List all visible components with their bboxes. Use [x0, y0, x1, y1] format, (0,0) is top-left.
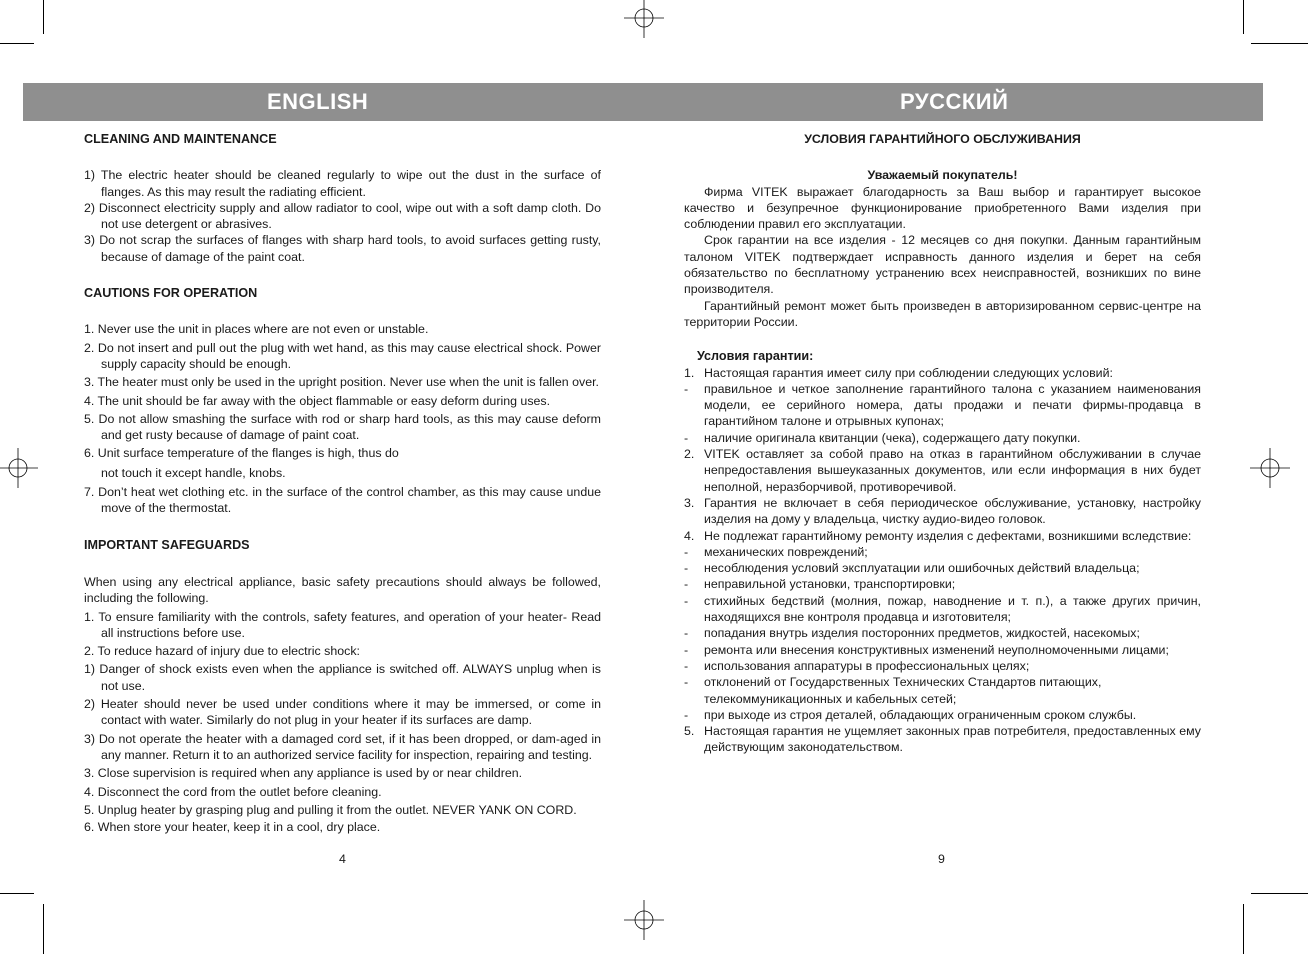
- safeguards-intro: When using any electrical appliance, basic safety precautions should always be followed, including the following.: [84, 574, 601, 606]
- list-marker: -: [684, 544, 689, 559]
- list-item: 3. The heater must only be used in the upright position. Never use when the unit is fallen over.: [84, 375, 599, 390]
- paragraph: Срок гарантии на все изделия - 12 месяцев со дня покупки. Данным гарантийным талоном VITEK подтверждает исправность данного изделия и берет на себя обязательство по бесплатному устранению всех неисправностей, возникших по вине производителя.: [684, 233, 1201, 297]
- list-item: [684, 674, 1201, 707]
- list-item: [684, 430, 1201, 446]
- conditions-list: [684, 365, 1201, 756]
- list-text: наличие оригинала квитанции (чека), содержащего дату покупки.: [704, 430, 1081, 445]
- crop-mark: [1243, 0, 1244, 34]
- list-item: 4. Disconnect the cord from the outlet before cleaning.: [84, 784, 382, 799]
- list-marker: -: [684, 561, 689, 576]
- list-item: [684, 625, 1201, 641]
- list-item: 2. Do not insert and pull out the plug with wet hand, as this may cause electrical shock. Power supply capacity should be enough.: [84, 340, 601, 371]
- list-marker: -: [684, 707, 689, 722]
- crop-mark: [0, 43, 34, 44]
- list-item: [684, 560, 1201, 576]
- list-marker: -: [684, 675, 689, 690]
- list-item: 1) The electric heater should be cleaned regularly to wipe out the dust in the surface of flanges. As this may result the radiating efficient.: [84, 168, 601, 199]
- registration-mark-icon: [1250, 448, 1290, 488]
- list-marker: 1.: [684, 365, 695, 380]
- list-item: [684, 723, 1201, 756]
- english-column: [84, 131, 601, 835]
- list-marker: 5.: [684, 724, 695, 739]
- crop-mark: [43, 0, 44, 34]
- list-item: [684, 576, 1201, 592]
- list-item: [684, 381, 1201, 430]
- list-marker: -: [684, 577, 689, 592]
- cautions-heading: CAUTIONS FOR OPERATION: [84, 286, 258, 301]
- page-number: 9: [938, 852, 945, 866]
- crop-mark: [1251, 893, 1308, 894]
- list-marker: -: [684, 626, 689, 641]
- list-item: 2. To reduce hazard of injury due to electric shock:: [84, 644, 360, 659]
- list-text: Настоящая гарантия не ущемляет законных прав потребителя, предоставленных ему действующим законодательством.: [704, 724, 1201, 755]
- list-text: отклонений от Государственных Технических Стандартов питающих, телекоммуникационных и кабельных сетей;: [704, 675, 1102, 706]
- list-text: при выходе из строя деталей, обладающих ограниченным сроком службы.: [704, 707, 1137, 722]
- list-marker: -: [684, 642, 689, 657]
- list-text: стихийных бедствий (молния, пожар, наводнение и т. п.), а также других причин, находящихся вне контроля продавца и изготовителя;: [704, 593, 1201, 625]
- list-text: Настоящая гарантия имеет силу при соблюдении следующих условий:: [704, 365, 1113, 380]
- crop-mark: [0, 893, 34, 894]
- list-text: правильное и четкое заполнение гарантийного талона с указанием наименования модели, ее серийного номера, даты продажи и печати фирмы-продавца в гарантийном талоне и отрывных купонах;: [704, 381, 1201, 429]
- list-text: VITEK оставляет за собой право на отказ в гарантийном обслуживании в случае непредоставления вышеуказанных документов, или если информация в них будет неполной, неразборчивой, противоречивой.: [704, 447, 1201, 494]
- list-item: [684, 365, 1201, 381]
- list-item: 1. To ensure familiarity with the controls, safety features, and operation of your heater- Read all instructions before use.: [84, 609, 601, 640]
- list-marker: -: [684, 593, 689, 608]
- list-marker: 2.: [684, 447, 695, 462]
- list-marker: -: [684, 381, 689, 396]
- list-text: ремонта или внесения конструктивных изменений неуполномоченными лицами;: [704, 642, 1169, 657]
- registration-mark-icon: [624, 900, 664, 940]
- list-text: неправильной установки, транспортировки;: [704, 577, 956, 592]
- list-item: 6. Unit surface temperature of the flanges is high, thus do: [84, 446, 399, 461]
- crop-mark: [1251, 43, 1308, 44]
- list-item: 7. Don’t heat wet clothing etc. in the surface of the control chamber, as this may cause undue move of the thermostat.: [84, 485, 601, 516]
- registration-mark-icon: [624, 0, 664, 38]
- list-text: несоблюдения условий эксплуатации или ошибочных действий владельца;: [704, 561, 1140, 576]
- list-marker: 4.: [684, 528, 695, 543]
- crop-mark: [43, 904, 44, 954]
- list-item: [684, 707, 1201, 723]
- list-item: [684, 528, 1201, 544]
- russian-section-title: РУССКИЙ: [900, 89, 1009, 114]
- list-marker: -: [684, 430, 689, 445]
- registration-mark-icon: [0, 448, 38, 488]
- list-item: 4. The unit should be far away with the object flammable or easy deform during uses.: [84, 393, 551, 408]
- list-marker: -: [684, 658, 689, 673]
- english-section-title: ENGLISH: [267, 89, 369, 114]
- paragraph: Гарантийный ремонт может быть произведен в авторизированном сервис-центре на территории России.: [684, 298, 1201, 329]
- list-item: [684, 446, 1201, 495]
- paragraph: Фирма VITEK выражает благодарность за Ваш выбор и гарантирует высокое качество и безупречное функционирование приобретенного Вами изделия при соблюдении правил его эксплуатации.: [684, 184, 1201, 232]
- warranty-heading: УСЛОВИЯ ГАРАНТИЙНОГО ОБСЛУЖИВАНИЯ: [804, 132, 1081, 146]
- page-number: 4: [339, 852, 346, 866]
- list-text: попадания внутрь изделия посторонних предметов, жидкостей, насекомых;: [704, 626, 1140, 641]
- list-text: Не подлежат гарантийному ремонту изделия с дефектами, возникшими вследствие:: [704, 528, 1192, 543]
- list-item: [684, 658, 1201, 674]
- list-item: 6. When store your heater, keep it in a cool, dry place.: [84, 820, 381, 835]
- list-item: [684, 495, 1201, 528]
- cleaning-heading: CLEANING AND MAINTENANCE: [84, 132, 277, 146]
- list-item: [684, 544, 1201, 560]
- list-item: [684, 593, 1201, 626]
- conditions-heading: Условия гарантии:: [697, 349, 814, 364]
- list-item: 1. Never use the unit in places where are not even or unstable.: [84, 322, 429, 337]
- russian-column: [684, 131, 1201, 756]
- list-item: 5. Do not allow smashing the surface with rod or sharp hard tools, as this may cause deform and get rusty because of damage of paint coat.: [84, 411, 601, 443]
- list-item: 2) Heater should never be used under conditions where it may be immersed, or come in contact with water. Similarly do not plug in your heater if its surfaces are damp.: [84, 697, 601, 728]
- greeting: Уважаемый покупатель!: [867, 168, 1018, 183]
- list-item: 3) Do not scrap the surfaces of flanges with sharp hard tools, to avoid surfaces getting rusty, because of damage of the paint coat.: [84, 233, 601, 264]
- crop-mark: [1243, 904, 1244, 954]
- list-item: 5. Unplug heater by grasping plug and pulling it from the outlet. NEVER YANK ON CORD.: [84, 802, 577, 817]
- list-item: 2) Disconnect electricity supply and allow radiator to cool, wipe out with a soft damp cloth. Do not use detergent or abrasives.: [84, 200, 601, 232]
- list-item: [684, 642, 1201, 658]
- list-item: 1) Danger of shock exists even when the appliance is switched off. ALWAYS unplug when is not use.: [84, 662, 601, 693]
- safeguards-heading: IMPORTANT SAFEGUARDS: [84, 537, 250, 552]
- list-text: Гарантия не включает в себя периодическое обслуживание, установку, настройку изделия на дому у владельца, чистку аудио-видео головок.: [704, 495, 1201, 527]
- list-item: not touch it except handle, knobs.: [101, 465, 286, 480]
- list-text: механических повреждений;: [704, 544, 868, 559]
- list-marker: 3.: [684, 495, 695, 510]
- list-text: использования аппаратуры в профессиональных целях;: [704, 658, 1030, 673]
- list-item: 3) Do not operate the heater with a damaged cord set, if it has been dropped, or dam-aged in any manner. Return it to an authorized service facility for inspection, repairing and testing.: [84, 731, 601, 762]
- list-item: 3. Close supervision is required when any appliance is used by or near children.: [84, 766, 523, 781]
- header-banner: [23, 83, 1263, 121]
